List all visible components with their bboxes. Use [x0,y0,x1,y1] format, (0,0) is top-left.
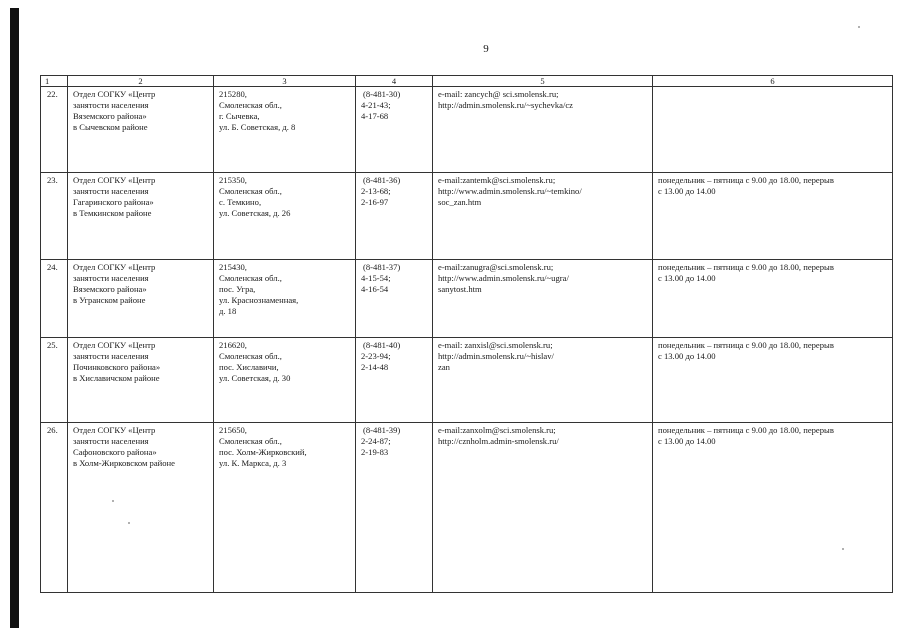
working-hours-cell: понедельник – пятница с 9.00 до 18.00, перерыв с 13.00 до 14.00 [653,422,893,592]
table-row [41,260,893,338]
column-header-4: 4 [356,76,433,87]
column-header-5: 5 [433,76,653,87]
phone-cell: (8-481-39) 2-24-87; 2-19-83 [356,422,433,592]
scan-speck [842,548,844,550]
table-header-row [41,76,893,87]
organization-cell: Отдел СОГКУ «Центр занятости населения Починковского района» в Хиславичском районе [68,338,214,422]
page-number: 9 [483,43,489,55]
organization-cell: Отдел СОГКУ «Центр занятости населения Вяземского района» в Угранском районе [68,260,214,338]
column-header-6: 6 [653,76,893,87]
table-row [41,173,893,260]
phone-cell: (8-481-40) 2-23-94; 2-14-48 [356,338,433,422]
web-contact-cell: e-mail:zantemk@sci.smolensk.ru; http://www.admin.smolensk.ru/~temkino/ soc_zan.htm [433,173,653,260]
address-cell: 215350, Смоленская обл., с. Темкино, ул. Советская, д. 26 [214,173,356,260]
scan-edge-bar [10,8,19,628]
address-cell: 215650, Смоленская обл., пос. Холм-Жирковский, ул. К. Маркса, д. 3 [214,422,356,592]
column-header-2: 2 [68,76,214,87]
row-number: 22. [41,87,68,173]
working-hours-cell [653,87,893,173]
column-header-3: 3 [214,76,356,87]
phone-cell: (8-481-36) 2-13-68; 2-16-97 [356,173,433,260]
address-cell: 215430, Смоленская обл., пос. Угра, ул. Краснознаменная, д. 18 [214,260,356,338]
address-cell: 216620, Смоленская обл., пос. Хиславичи, ул. Советская, д. 30 [214,338,356,422]
organization-cell: Отдел СОГКУ «Центр занятости населения Вяземского района» в Сычевском районе [68,87,214,173]
web-contact-cell: e-mail:zanxolm@sci.smolensk.ru; http://cznholm.admin-smolensk.ru/ [433,422,653,592]
scan-speck [858,26,860,28]
web-contact-cell: e-mail: zanxisl@sci.smolensk.ru; http://admin.smolensk.ru/~hislav/ zan [433,338,653,422]
working-hours-cell: понедельник – пятница с 9.00 до 18.00, перерыв с 13.00 до 14.00 [653,338,893,422]
scan-speck [128,522,130,524]
employment-centers-table [40,75,893,593]
table-row [41,338,893,422]
row-number: 26. [41,422,68,592]
web-contact-cell: e-mail:zanugra@sci.smolensk.ru; http://www.admin.smolensk.ru/~ugra/ sanytost.htm [433,260,653,338]
web-contact-cell: e-mail: zancych@ sci.smolensk.ru; http://admin.smolensk.ru/~sychevka/cz [433,87,653,173]
row-number: 23. [41,173,68,260]
phone-cell: (8-481-37) 4-15-54; 4-16-54 [356,260,433,338]
row-number: 25. [41,338,68,422]
working-hours-cell: понедельник – пятница с 9.00 до 18.00, перерыв с 13.00 до 14.00 [653,260,893,338]
table-row [41,87,893,173]
column-header-1: 1 [41,76,68,87]
organization-cell: Отдел СОГКУ «Центр занятости населения Сафоновского района» в Холм-Жирковском районе [68,422,214,592]
working-hours-cell: понедельник – пятница с 9.00 до 18.00, перерыв с 13.00 до 14.00 [653,173,893,260]
table-row [41,422,893,592]
address-cell: 215280, Смоленская обл., г. Сычевка, ул. Б. Советская, д. 8 [214,87,356,173]
phone-cell: (8-481-30) 4-21-43; 4-17-68 [356,87,433,173]
scan-speck [112,500,114,502]
organization-cell: Отдел СОГКУ «Центр занятости населения Гагаринского района» в Темкинском районе [68,173,214,260]
row-number: 24. [41,260,68,338]
